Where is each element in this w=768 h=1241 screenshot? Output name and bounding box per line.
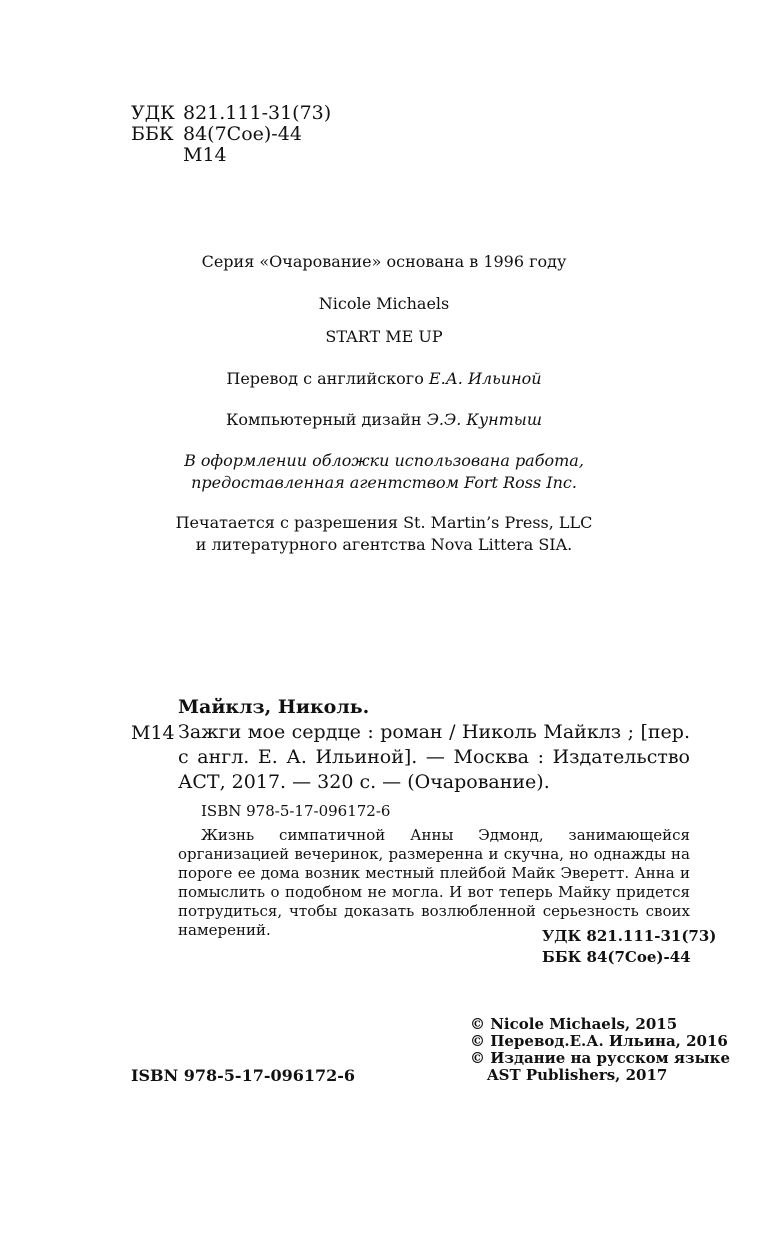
copyright-line3: © Издание на русском языке <box>470 1049 730 1067</box>
series-line: Серия «Очарование» основана в 1996 году <box>201 252 567 271</box>
translator-name: Е.А. Ильиной <box>428 369 542 388</box>
copyright-line4: AST Publishers, 2017 <box>487 1066 668 1084</box>
translation-credit <box>0 369 768 388</box>
catalog-isbn: ISBN 978-5-17-096172-6 <box>201 802 391 820</box>
original-title: START ME UP <box>325 327 443 346</box>
bbk-label: ББК <box>131 123 174 145</box>
cover-note-line1: В оформлении обложки использована работа, <box>184 451 584 470</box>
permission-note <box>0 512 768 556</box>
author-mark: М14 <box>183 144 227 166</box>
catalog-code: М14 <box>131 722 175 744</box>
design-prefix: Компьютерный дизайн <box>226 410 422 429</box>
catalog-annotation: Жизнь симпатичной Анны Эдмонд, занимающейся организацией вечеринок, размеренна и скучна, но однажды на пороге ее дома возник местный плейбой Майк Эверетт. Анна и помыслить о подобном не могла. И вот теперь Майку придется потрудиться, чтобы доказать возлюбленной серьезность своих намерений. <box>178 826 690 939</box>
copyright-line2: © Перевод.Е.А. Ильина, 2016 <box>470 1032 728 1050</box>
cover-note <box>0 450 768 494</box>
translation-prefix: Перевод с английского <box>226 369 424 388</box>
designer-name: Э.Э. Кунтыш <box>426 410 542 429</box>
design-credit <box>0 410 768 429</box>
udk-label: УДК <box>131 102 175 124</box>
copyright-block <box>470 1016 730 1084</box>
cover-note-line2: предоставленная агентством Fort Ross Inc. <box>191 473 577 492</box>
catalog-description: Зажги мое сердце : роман / Николь Майклз ; [пер. с англ. Е. А. Ильиной]. — Москва : Издательство АСТ, 2017. — 320 с. — (Очарование). <box>178 721 690 793</box>
catalog-author-heading: Майклз, Николь. <box>178 696 370 718</box>
classification-codes <box>131 103 331 166</box>
catalog-bbk: ББК 84(7Сое)-44 <box>542 948 691 966</box>
copyright-line1: © Nicole Michaels, 2015 <box>470 1015 678 1033</box>
original-author: Nicole Michaels <box>318 294 450 313</box>
permission-line2: и литературного агентства Nova Littera SIA. <box>195 535 573 554</box>
bbk-value: 84(7Сое)-44 <box>183 123 302 145</box>
isbn-main: ISBN 978-5-17-096172-6 <box>131 1066 356 1085</box>
catalog-udk: УДК 821.111-31(73) <box>542 927 717 945</box>
catalog-codes <box>542 926 716 968</box>
permission-line1: Печатается с разрешения St. Martin’s Press, LLC <box>175 513 593 532</box>
udk-value: 821.111-31(73) <box>183 102 332 124</box>
